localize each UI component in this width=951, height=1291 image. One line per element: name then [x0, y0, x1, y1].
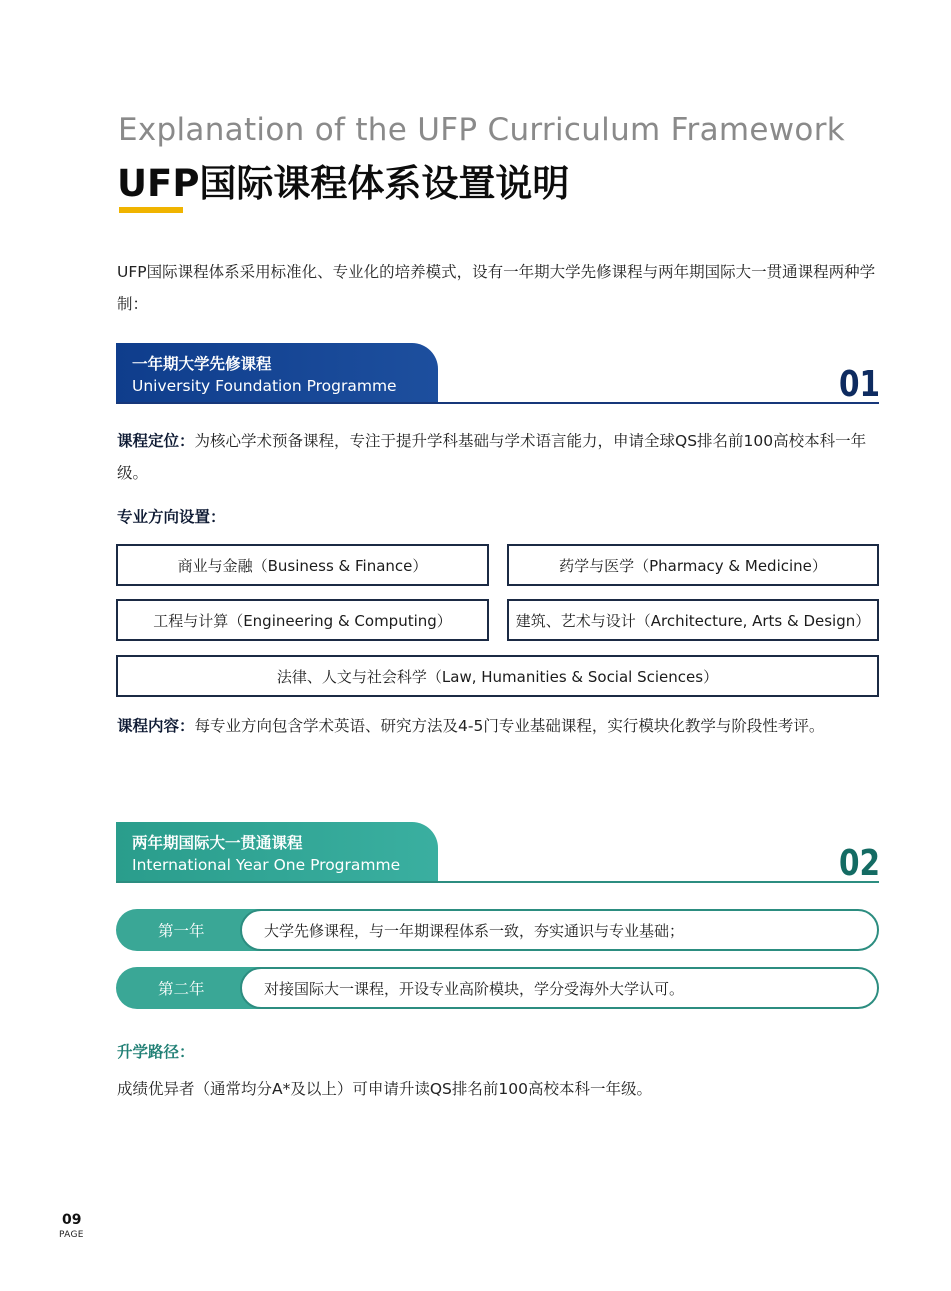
section-1-title-en: University Foundation Programme [132, 377, 397, 395]
section-2-header [116, 822, 438, 882]
major-option-business-finance: 商业与金融（Business & Finance） [116, 544, 489, 586]
year-description-second: 对接国际大一课程，开设专业高阶模块，学分受海外大学认可。 [240, 967, 879, 1009]
major-option-engineering-computing: 工程与计算（Engineering & Computing） [116, 599, 489, 641]
section-1-header [116, 343, 438, 403]
title-accent-bar [119, 207, 183, 213]
course-positioning-text: 为核心学术预备课程，专注于提升学科基础与学术语言能力，申请全球QS排名前100高校本科一年级。 [117, 432, 867, 482]
section-2-title-zh: 两年期国际大一贯通课程 [132, 834, 303, 852]
section-2-title-en: International Year One Programme [132, 856, 401, 874]
major-option-pharmacy-medicine: 药学与医学（Pharmacy & Medicine） [507, 544, 879, 586]
year-label-first: 第一年 [116, 909, 364, 951]
page-number: 09 [62, 1212, 82, 1228]
course-content-label: 课程内容： [117, 717, 195, 735]
section-2-number: 02 [838, 843, 880, 884]
year-label-second: 第二年 [116, 967, 364, 1009]
major-option-architecture-arts-design: 建筑、艺术与设计（Architecture, Arts & Design） [507, 599, 879, 641]
majors-label: 专业方向设置： [117, 508, 226, 526]
page-label: PAGE [59, 1230, 84, 1240]
year-row-second [116, 967, 879, 1009]
section-1-title-zh: 一年期大学先修课程 [132, 355, 272, 373]
major-option-law-humanities: 法律、人文与社会科学（Law, Humanities & Social Sciences） [116, 655, 879, 697]
intro-paragraph: UFP国际课程体系采用标准化、专业化的培养模式，设有一年期大学先修课程与两年期国际大一贯通课程两种学制： [117, 263, 876, 313]
progression-path-label: 升学路径： [117, 1043, 195, 1061]
progression-path-text: 成绩优异者（通常均分A*及以上）可申请升读QS排名前100高校本科一年级。 [117, 1080, 652, 1098]
section-1-number: 01 [838, 364, 880, 405]
course-content [117, 710, 877, 742]
year-row-first [116, 909, 879, 951]
section-1-divider [116, 402, 879, 404]
page-title-chinese: UFP国际课程体系设置说明 [117, 162, 570, 205]
page-title-english: Explanation of the UFP Curriculum Framework [118, 112, 845, 148]
year-description-first: 大学先修课程，与一年期课程体系一致，夯实通识与专业基础； [240, 909, 879, 951]
course-content-text: 每专业方向包含学术英语、研究方法及4-5门专业基础课程，实行模块化教学与阶段性考评。 [194, 717, 825, 735]
section-2-divider [116, 881, 879, 883]
course-positioning-label: 课程定位： [117, 432, 195, 450]
course-positioning [117, 425, 877, 489]
